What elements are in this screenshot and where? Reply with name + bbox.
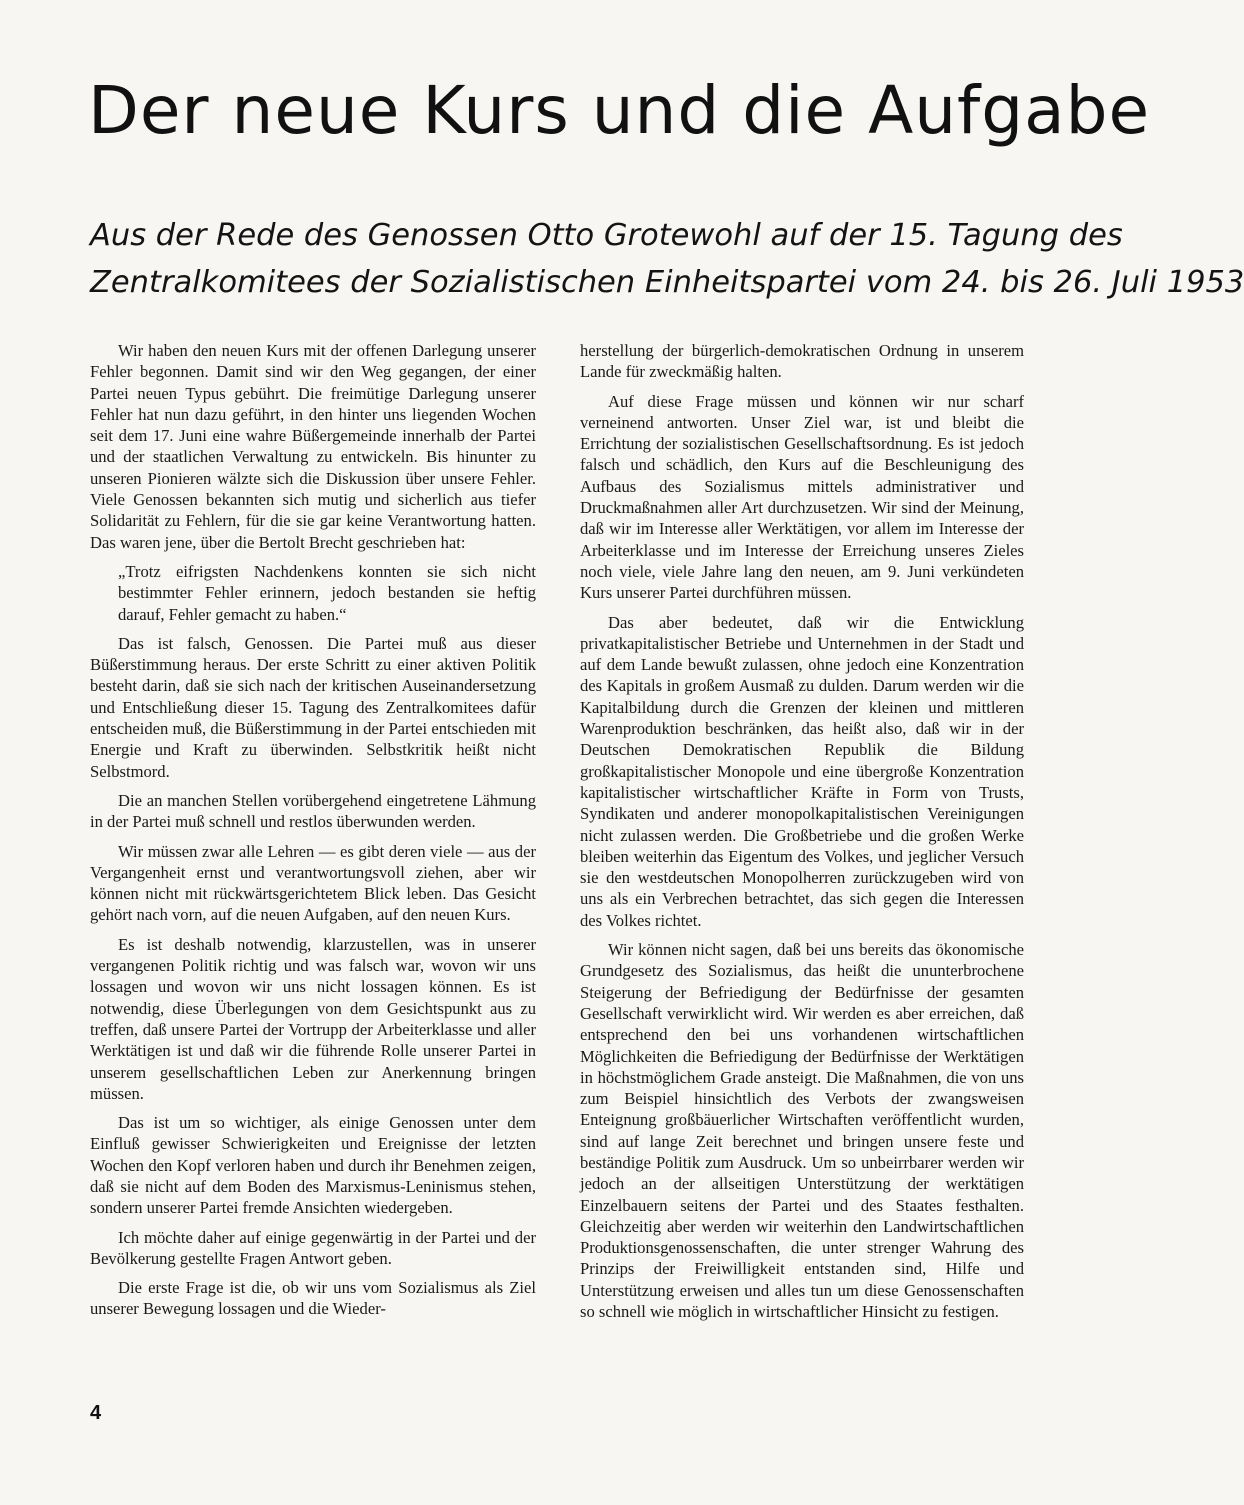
paragraph: Auf diese Frage müssen und können wir nur scharf verneinend antworten. Unser Ziel war, ist und bleibt die Errichtung der sozialistischen Gesellschaftsordnung. Es ist jedoch falsch und schädlich, den Kurs auf die Beschleunigung des Aufbaus des Sozialismus mittels administrativer und Druckmaßnahmen aller Art durchzusetzen. Wir sind der Meinung, daß wir im Interesse aller Werktätigen, vor allem im Interesse der Arbeiterklasse und im Interesse der Erreichung unseres Zieles noch viele, viele Jahre lang den neuen, am 9. Juni verkündeten Kurs unserer Partei durchführen müssen. (580, 391, 1024, 603)
left-column (90, 340, 536, 1328)
paragraph: Die erste Frage ist die, ob wir uns vom Sozialismus als Ziel unserer Bewegung lossagen und die Wieder- (90, 1278, 536, 1319)
paragraph: Wir können nicht sagen, daß bei uns bereits das ökonomische Grundgesetz des Sozialismus, das heißt die ununterbrochene Steigerung der Befriedigung der Bedürfnisse der gesamten Gesellschaft verwirklicht wird. Wir werden es aber erreichen, daß entsprechend den bei uns vorhandenen wirtschaftlichen Möglichkeiten die Befriedigung der Bedürfnisse der Werktätigen in höchstmöglichem Grade ansteigt. Die Maßnahmen, die von uns zum Beispiel hinsichtlich des Verbots der zwangsweisen Enteignung großbäuerlicher Wirtschaften veröffentlicht wurden, sind auf lange Zeit berechnet und bringen unsere feste und beständige Politik zum Ausdruck. Um so unbeirrbarer werden wir jedoch an der allseitigen Unterstützung der werktätigen Einzelbauern seitens der Partei und des Staates festhalten. Gleichzeitig aber werden wir weiterhin den Landwirtschaftlichen Produktionsgenossenschaften, die unter strenger Wahrung des Prinzips der Freiwilligkeit entstanden sind, Hilfe und Unterstützung erweisen und alles tun um diese Genossenschaften so schnell wie möglich in wirtschaftlicher Hinsicht zu festigen. (580, 940, 1024, 1322)
page-title: Der neue Kurs und die Aufgabe (88, 72, 1151, 149)
paragraph: Ich möchte daher auf einige gegenwärtig in der Partei und der Bevölkerung gestellte Fragen Antwort geben. (90, 1227, 536, 1268)
paragraph: Wir haben den neuen Kurs mit der offenen Darlegung unserer Fehler begonnen. Damit sind wir den Weg gegangen, der einer Partei neuen Typus gebührt. Die freimütige Darlegung unserer Fehler hat nun dazu geführt, in den hinter uns liegenden Wochen seit dem 17. Juni eine wahre Büßergemeinde innerhalb der Partei und der staatlichen Verwaltung zu entwickeln. Bis hinunter zu unseren Pionieren wälzte sich die Diskussion über unsere Fehler. Viele Genossen bekannten sich mutig und sicherlich aus tiefer Solidarität zu Fehlern, für die sie gar keine Verantwortung hatten. Das waren jene, über die Bertolt Brecht geschrieben hat: (90, 341, 536, 552)
subtitle-line-1: Aus der Rede des Genossen Otto Grotewohl auf der 15. Tagung des (90, 218, 1123, 253)
paragraph: Wir müssen zwar alle Lehren — es gibt deren viele — aus der Vergangenheit ernst und verantwortungsvoll ziehen, aber wir können nicht mit rückwärtsgerichtetem Blick leben. Das Gesicht gehört nach vorn, auf die neuen Aufgaben, auf den neuen Kurs. (90, 841, 536, 925)
brecht-quote: „Trotz eifrigsten Nachdenkens konnten sie sich nicht bestimmter Fehler erinnern, jedoch bestanden sie heftig darauf, Fehler gemacht zu haben.“ (118, 561, 536, 624)
right-column (580, 340, 1024, 1330)
paragraph: Das ist um so wichtiger, als einige Genossen unter dem Einfluß gewisser Schwierigkeiten und Ereignisse der letzten Wochen den Kopf verloren haben und durch ihr Benehmen zeigen, daß sie nicht auf dem Boden des Marxismus-Leninismus stehen, sondern unserer Partei fremde Ansichten wiedergeben. (90, 1113, 536, 1218)
paragraph: Es ist deshalb notwendig, klarzustellen, was in unserer vergangenen Politik richtig und was falsch war, wovon wir uns lossagen und wovon wir uns nicht lossagen können. Es ist notwendig, diese Überlegungen von dem Gesichtspunkt aus zu treffen, daß unsere Partei der Vortrupp der Arbeiterklasse und aller Werktätigen ist und daß wir die führende Rolle unserer Partei in unserem gesellschaftlichen Leben zur Anerkennung bringen müssen. (90, 934, 536, 1103)
paragraph: Die an manchen Stellen vorübergehend eingetretene Lähmung in der Partei muß schnell und restlos überwunden werden. (90, 790, 536, 832)
subtitle-line-2: Zentralkomitees der Sozialistischen Einheitspartei vom 24. bis 26. Juli 1953 (90, 265, 1244, 300)
paragraph: Das aber bedeutet, daß wir die Entwicklung privatkapitalistischer Betriebe und Unternehmen in der Stadt und auf dem Lande bewußt zulassen, ohne jedoch eine Konzentration des Kapitals in großem Ausmaß zu dulden. Darum werden wir die Kapitalbildung durch die Grenzen der kleinen und mittleren Warenproduktion beschränken, das heißt also, daß wir in der Deutschen Demokratischen Republik die Bildung großkapitalistischer Monopole und eine übergroße Konzentration kapitalistischer wirtschaftlicher Kräfte in Form von Trusts, Syndikaten und anderer monopolkapitalistischen Vereinigungen nicht zulassen werden. Die Großbetriebe und die großen Werke bleiben weiterhin das Eigentum des Volkes, und jeglicher Versuch sie den westdeutschen Monopolherren zurückzugeben wird von uns als ein Verbrechen betrachtet, das sich gegen die Interessen des Volkes richtet. (580, 612, 1024, 930)
article-subtitle (90, 212, 1244, 306)
page-number: 4 (90, 1402, 102, 1424)
paragraph: Das ist falsch, Genossen. Die Partei muß aus dieser Büßerstimmung heraus. Der erste Schritt zu einer aktiven Politik besteht darin, daß sie sich nach der kritischen Auseinandersetzung und Entschließung dieser 15. Tagung des Zentralkomitees dafür entscheiden muß, die Büßerstimmung in der Partei entschieden mit Energie und Kraft zu überwinden. Selbstkritik heißt nicht Selbstmord. (90, 633, 536, 781)
paragraph-continued: herstellung der bürgerlich-demokratischen Ordnung in unserem Lande für zweckmäßig halten. (580, 341, 1024, 382)
